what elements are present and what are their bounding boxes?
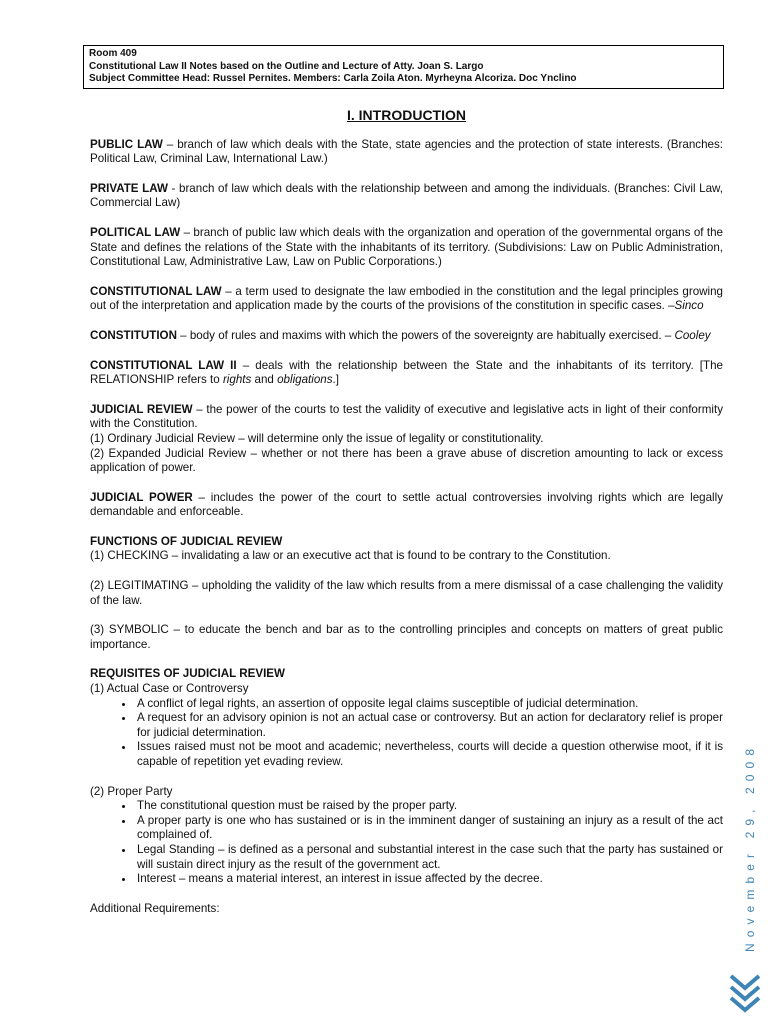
ordinary-judicial-review: (1) Ordinary Judicial Review – will determine only the issue of legality or constitutionality. <box>90 431 544 445</box>
def-private-law <box>90 182 723 211</box>
double-chevron-down-icon <box>728 970 762 1014</box>
def-constitutional-law <box>90 285 723 314</box>
list-item: • Issues raised must not be moot and academic; nevertheless, courts will decide a question otherwise moot, if it is capable of repetition yet evading review. <box>135 740 723 769</box>
def-constitutional-law-text: – a term used to designate the law embodied in the constitution and the legal principles growing out of the interpretation and application made by the courts of the provisions of the constitution in specific cases. – <box>90 284 723 313</box>
def-private-law-text: - branch of law which deals with the relationship between and among the individuals. (Branches: Civil Law, Commercial Law) <box>90 181 723 210</box>
list-item: • A conflict of legal rights, an assertion of opposite legal claims susceptible of judicial determination. <box>135 697 723 712</box>
functions-legitimating: (2) LEGITIMATING – upholding the validity of the law which results from a mere dismissal of a case challenging the validity of the law. <box>90 579 723 607</box>
def-judicial-power-text: – includes the power of the court to settle actual controversies involving rights which are legally demandable and enforceable. <box>90 490 723 519</box>
side-date: November 29, 2008 <box>743 742 757 952</box>
expanded-judicial-review: (2) Expanded Judicial Review – whether or not there has been a grave abuse of discretion amounting to lack or excess application of power. <box>90 446 723 475</box>
list-item: • Interest – means a material interest, an interest in issue affected by the decree. <box>135 872 723 887</box>
requisites-heading: REQUISITES OF JUDICIAL REVIEW <box>90 667 285 681</box>
list-item: • A request for an advisory opinion is not an actual case or controversy. But an action for declaratory relief is proper for judicial determination. <box>135 711 723 740</box>
term-constitutional-law-2: CONSTITUTIONAL LAW II <box>90 358 237 372</box>
def-political-law-text: – branch of public law which deals with the organization and operation of the governmental organs of the State and defines the relations of the State with the inhabitants of its territory. (Subdivisions: Law on Public Administration, Constitutional Law, Administrative Law, Law on Public Corporations.) <box>90 225 724 269</box>
term-judicial-power: JUDICIAL POWER <box>90 490 193 504</box>
source-cooley: Cooley <box>674 328 711 342</box>
def-judicial-review <box>90 403 723 476</box>
header-course: Constitutional Law II Notes based on the Outline and Lecture of Atty. Joan S. Largo <box>89 60 484 72</box>
functions-checking <box>90 535 723 564</box>
checking-text: (1) CHECKING – invalidating a law or an executive act that is found to be contrary to the Constitution. <box>90 549 611 563</box>
word-and: and <box>251 373 278 387</box>
list-item: • The constitutional question must be raised by the proper party. <box>135 799 723 814</box>
def-judicial-power <box>90 491 723 520</box>
word-rights: rights <box>222 373 252 387</box>
list-item: • Legal Standing – is defined as a personal and substantial interest in the case such that the party has sustained or will sustain direct injury as the result of the government act. <box>135 843 723 872</box>
term-private-law: PRIVATE LAW <box>90 181 168 195</box>
actual-case-list <box>90 697 723 770</box>
def-constitution <box>90 329 723 344</box>
def-public-law <box>90 138 723 167</box>
def-public-law-text: – branch of law which deals with the State, state agencies and the protection of state interests. (Branches: Political Law, Criminal Law, International Law.) <box>90 137 723 166</box>
term-public-law: PUBLIC LAW <box>90 137 163 151</box>
def-constitutional-law-2 <box>90 359 723 388</box>
proper-party-list <box>90 799 723 887</box>
header-room: Room 409 <box>89 48 137 59</box>
proper-party-label: (2) Proper Party <box>90 784 173 798</box>
def-end: .] <box>332 373 339 387</box>
functions-symbolic: (3) SYMBOLIC – to educate the bench and bar as to the controlling principles and concepts on matters of great public importance. <box>90 623 723 651</box>
def-constitutional-law-2-text: – deals with the relationship between the State and the inhabitants of its territory. [The RELATIONSHIP refers to <box>90 358 724 387</box>
term-political-law: POLITICAL LAW <box>90 225 181 239</box>
document-body <box>90 108 723 931</box>
functions-heading: FUNCTIONS OF JUDICIAL REVIEW <box>90 534 283 548</box>
def-judicial-review-text: – the power of the courts to test the validity of executive and legislative acts in light of their conformity with the Constitution. <box>90 402 723 431</box>
page-title: I. INTRODUCTION <box>347 107 466 123</box>
actual-case-label: (1) Actual Case or Controversy <box>90 682 249 696</box>
additional-requirements: Additional Requirements: <box>90 901 220 915</box>
term-constitution: CONSTITUTION <box>90 328 177 342</box>
term-constitutional-law: CONSTITUTIONAL LAW <box>90 284 222 298</box>
header-committee: Subject Committee Head: Russel Pernites. Members: Carla Zoila Aton. Myrheyna Alcoriza. Doc Ynclino <box>89 73 577 84</box>
term-judicial-review: JUDICIAL REVIEW <box>90 402 193 416</box>
word-obligations: obligations <box>277 373 333 387</box>
def-political-law <box>90 226 723 270</box>
source-sinco: Sinco <box>674 299 704 313</box>
list-item: • A proper party is one who has sustained or is in the imminent danger of sustaining an injury as a result of the act complained of. <box>135 814 723 843</box>
def-constitution-text: – body of rules and maxims with which the powers of the sovereignty are habitually exercised. – <box>176 328 672 342</box>
requisites-header <box>90 667 723 696</box>
header-box <box>83 45 724 89</box>
